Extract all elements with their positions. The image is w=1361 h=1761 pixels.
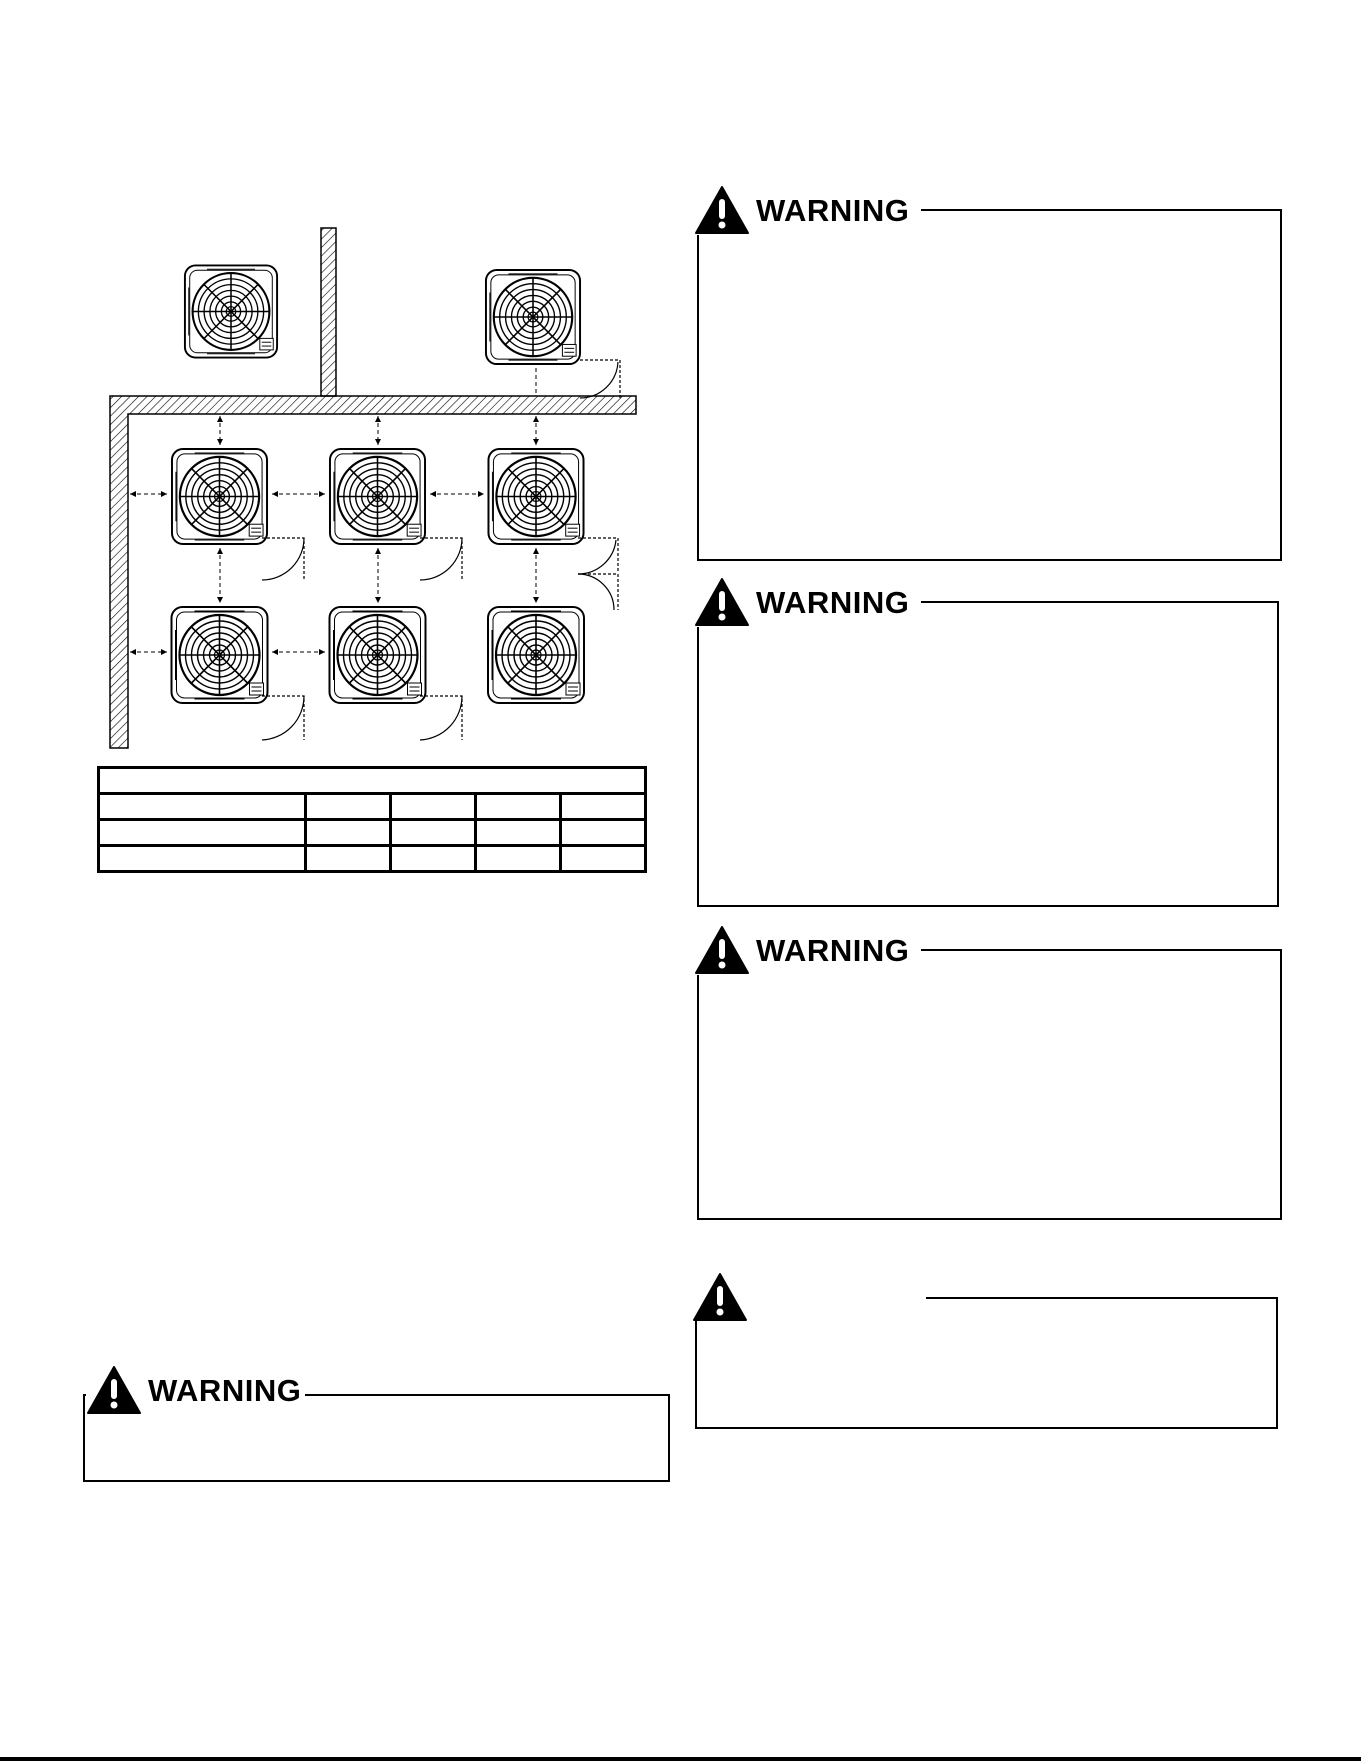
table-cell xyxy=(99,794,306,820)
table-row xyxy=(99,846,646,872)
warning-box xyxy=(697,601,1279,907)
table-cell xyxy=(306,794,391,820)
warning-title: WARNING xyxy=(756,192,910,228)
table-cell xyxy=(561,846,646,872)
condenser-unit xyxy=(172,607,268,703)
warning-triangle-icon xyxy=(694,577,750,627)
table-cell xyxy=(391,846,476,872)
table-cell xyxy=(306,820,391,846)
warning-triangle-icon xyxy=(86,1365,142,1415)
clearance-diagram xyxy=(0,0,680,760)
warning-header xyxy=(692,1273,926,1321)
table-cell xyxy=(561,820,646,846)
table-cell xyxy=(99,820,306,846)
page-bottom-rule xyxy=(0,1757,1361,1761)
clearance-table xyxy=(97,766,647,873)
wall-vertical-upper xyxy=(321,228,336,396)
condenser-unit xyxy=(185,265,277,357)
table-cell xyxy=(99,846,306,872)
table-cell xyxy=(476,820,561,846)
table-row xyxy=(99,794,646,820)
table-cell xyxy=(561,794,646,820)
warning-header xyxy=(694,577,921,627)
table-row xyxy=(99,768,646,794)
warning-header xyxy=(694,925,921,975)
warning-title: WARNING xyxy=(756,584,910,620)
warning-title: WARNING xyxy=(148,1372,302,1408)
table-cell xyxy=(306,846,391,872)
table-row xyxy=(99,820,646,846)
warning-triangle-icon xyxy=(694,925,750,975)
table-cell xyxy=(476,846,561,872)
warning-triangle-icon xyxy=(694,185,750,235)
condenser-unit xyxy=(330,449,425,544)
warning-header xyxy=(86,1365,305,1415)
condenser-unit xyxy=(488,607,584,703)
warning-box xyxy=(697,209,1282,561)
condenser-unit xyxy=(172,449,267,544)
table-cell xyxy=(391,794,476,820)
warning-header xyxy=(694,185,921,235)
warning-box xyxy=(697,949,1282,1220)
warning-title: WARNING xyxy=(756,932,910,968)
condenser-unit xyxy=(330,607,426,703)
table-cell xyxy=(476,794,561,820)
condenser-unit xyxy=(488,449,583,544)
warning-triangle-icon xyxy=(692,1272,748,1322)
condenser-unit xyxy=(486,270,580,364)
table-cell xyxy=(391,820,476,846)
table-header-cell xyxy=(99,768,646,794)
